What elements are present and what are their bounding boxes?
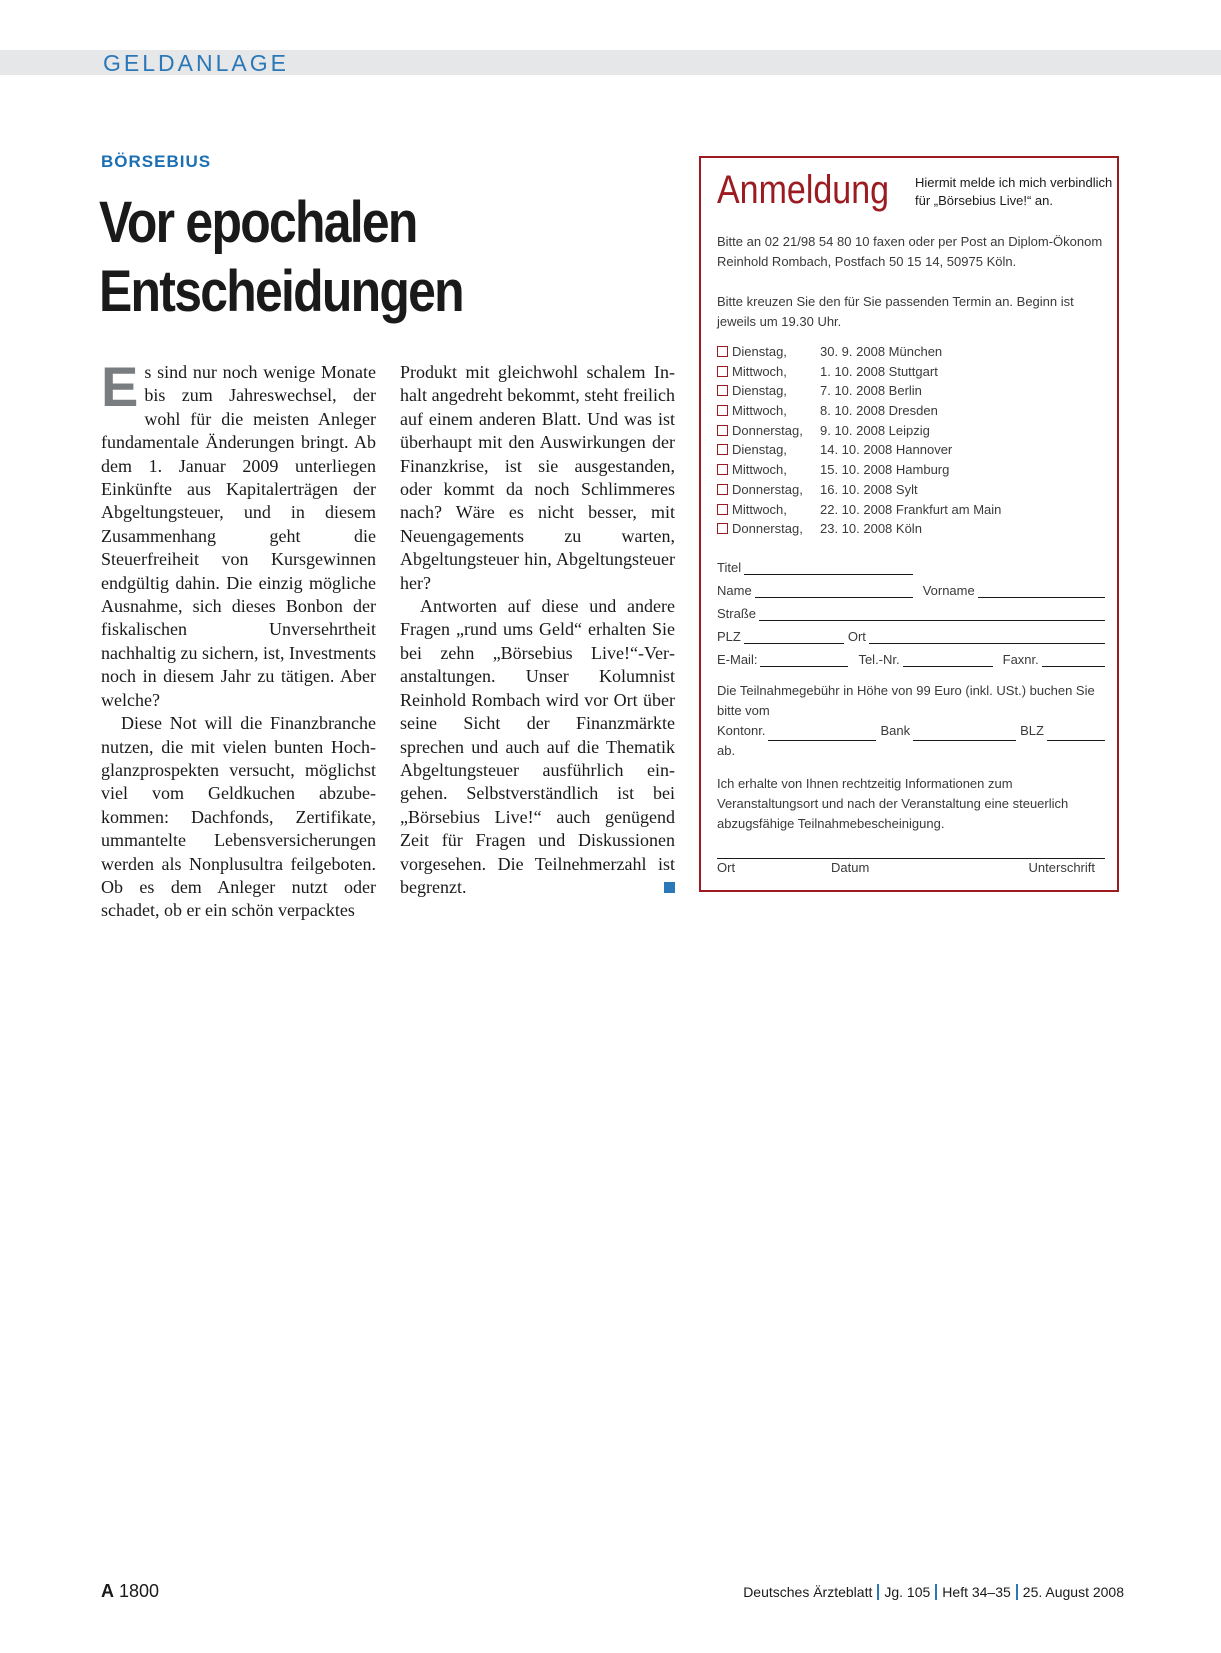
info-text: Ich erhalte von Ihnen rechtzeitig Informationen zum Veranstaltungsort und nach der Veranstaltung eine steuerlich abzugsfähige Teilnahmebescheinigung. bbox=[717, 776, 1069, 831]
fax-field[interactable] bbox=[1042, 650, 1105, 667]
form-title: Anmeldung bbox=[717, 168, 890, 212]
checkbox-icon[interactable] bbox=[717, 484, 728, 495]
date-value: 30. 9. 2008 München bbox=[820, 344, 943, 359]
vorname-field[interactable] bbox=[978, 581, 1105, 598]
plz-label: PLZ bbox=[717, 629, 741, 644]
form-instructions-date: Bitte kreuzen Sie den für Sie passenden Termin an. Beginn ist jeweils um 19.30 Uhr. bbox=[717, 294, 1074, 329]
date-day: Dienstag, bbox=[732, 344, 787, 359]
date-value: 7. 10. 2008 Berlin bbox=[820, 383, 922, 399]
checkbox-icon[interactable] bbox=[717, 523, 728, 534]
section-label: GELDANLAGE bbox=[103, 50, 289, 76]
date-value: 8. 10. 2008 Dresden bbox=[820, 403, 938, 419]
separator bbox=[877, 1584, 879, 1600]
date-option[interactable] bbox=[717, 381, 1107, 401]
registration-form bbox=[699, 156, 1119, 892]
date-day: Donnerstag, bbox=[732, 521, 803, 537]
blz-field[interactable] bbox=[1047, 724, 1105, 741]
tel-field[interactable] bbox=[903, 650, 993, 667]
email-field[interactable] bbox=[760, 650, 848, 667]
fee-section bbox=[717, 681, 1105, 761]
date-option[interactable] bbox=[717, 362, 1107, 382]
tel-label: Tel.-Nr. bbox=[858, 652, 900, 667]
name-field[interactable] bbox=[755, 581, 913, 598]
contact-row bbox=[717, 644, 1105, 667]
form-subtitle: Hiermit melde ich mich verbindlich für „Börsebius Live!“ an. bbox=[915, 175, 1113, 208]
date-day: Donnerstag, bbox=[732, 481, 803, 497]
sig-ort-label: Ort bbox=[717, 860, 736, 875]
vorname-label: Vorname bbox=[922, 583, 975, 598]
date-day: Donnerstag, bbox=[732, 422, 803, 438]
checkbox-icon[interactable] bbox=[717, 405, 728, 416]
separator bbox=[1016, 1584, 1018, 1600]
sig-unterschrift-label: Unterschrift bbox=[1028, 860, 1095, 875]
ort-field[interactable] bbox=[869, 627, 1105, 644]
date-option[interactable] bbox=[717, 480, 1107, 500]
email-label: E-Mail: bbox=[717, 652, 758, 667]
titel-label: Titel bbox=[717, 560, 742, 575]
page-number-value: 1800 bbox=[119, 1581, 160, 1601]
separator bbox=[935, 1584, 937, 1600]
kontonr-field[interactable] bbox=[768, 724, 876, 741]
journal-volume: Jg. 105 bbox=[884, 1584, 931, 1600]
date-day: Mittwoch, bbox=[732, 403, 787, 419]
checkbox-icon[interactable] bbox=[717, 444, 728, 455]
page-prefix: A bbox=[101, 1581, 114, 1601]
date-value: 16. 10. 2008 Sylt bbox=[820, 481, 918, 497]
date-day: Mittwoch, bbox=[732, 501, 787, 517]
article-paragraph bbox=[101, 355, 376, 712]
plz-row bbox=[717, 621, 1105, 644]
date-list bbox=[717, 342, 1107, 539]
journal-date: 25. August 2008 bbox=[1022, 1584, 1124, 1600]
date-value: 23. 10. 2008 Köln bbox=[820, 521, 922, 537]
kontonr-label: Kontonr. bbox=[717, 723, 766, 738]
plz-field[interactable] bbox=[744, 627, 844, 644]
bank-field[interactable] bbox=[913, 724, 1016, 741]
journal-name: Deutsches Ärzteblatt bbox=[743, 1584, 873, 1600]
form-instructions: Bitte an 02 21/98 54 80 10 faxen oder per Post an Diplom-Ökonom Reinhold Rombach, Postfach 50 15 14, 50975 Köln. bbox=[717, 234, 1103, 269]
article-paragraph: Produkt mit gleichwohl schalem Inhalt angedreht bekommt, steht freilich auf einem anderen Blatt. Und was ist überhaupt mit den Auswirkungen der Finanzkrise, ist sie ausgestanden, oder kommt da noch Schlimmeres nach? Wäre es nicht besser, mit Neuengagements zu warten, Abgeltungsteuer hin, Abgeltungsteuer her? bbox=[400, 362, 675, 593]
headline-line-2: Entscheidungen bbox=[99, 259, 463, 324]
date-option[interactable] bbox=[717, 460, 1107, 480]
date-day: Dienstag, bbox=[732, 383, 787, 399]
date-day: Dienstag, bbox=[732, 442, 787, 458]
article-column-2 bbox=[400, 361, 675, 899]
contact-fields bbox=[717, 552, 1105, 667]
strasse-field[interactable] bbox=[759, 604, 1105, 621]
paragraph-text: s sind nur noch wenige Monate bis zum Jahreswechsel, der wohl für die meisten Anleger fundamentale Änderungen bringt. Ab dem 1. Januar 2009 unterliegen Einkünfte aus Kapitalerträgen der Abgeltungsteuer, und in diesem Zusammenhang geht die Steuerfreiheit von Kursgewinnen endgültig dahin. Die einzig mögliche Ausnahme, sich dieses Bonbon der fiskalischen Unversehrtheit nachhaltig zu sichern, ist, Investments noch in diesem Jahr zu tätigen. Aber welche? bbox=[101, 362, 376, 710]
journal-info bbox=[743, 1584, 1124, 1600]
journal-issue: Heft 34–35 bbox=[942, 1584, 1011, 1600]
fee-text: Die Teilnahmegebühr in Höhe von 99 Euro (inkl. USt.) buchen Sie bitte vom bbox=[717, 683, 1095, 718]
signature-line[interactable] bbox=[717, 858, 1105, 859]
end-mark-icon bbox=[664, 882, 675, 893]
article-column-1 bbox=[101, 355, 376, 923]
date-day: Mittwoch, bbox=[732, 462, 787, 478]
sig-datum-label: Datum bbox=[831, 860, 870, 875]
date-value: 14. 10. 2008 Hannover bbox=[820, 442, 953, 458]
titel-row bbox=[717, 552, 1105, 575]
bank-row bbox=[717, 721, 1105, 741]
checkbox-icon[interactable] bbox=[717, 504, 728, 515]
fax-label: Faxnr. bbox=[1002, 652, 1039, 667]
bank-label: Bank bbox=[880, 723, 911, 738]
date-value: 15. 10. 2008 Hamburg bbox=[820, 462, 950, 478]
checkbox-icon[interactable] bbox=[717, 346, 728, 357]
checkbox-icon[interactable] bbox=[717, 366, 728, 377]
titel-field[interactable] bbox=[744, 558, 913, 575]
article-paragraph bbox=[400, 595, 675, 899]
name-row bbox=[717, 575, 1105, 598]
kicker: BÖRSEBIUS bbox=[101, 152, 212, 171]
blz-label: BLZ bbox=[1020, 723, 1044, 738]
date-day: Mittwoch, bbox=[732, 363, 787, 379]
headline bbox=[99, 188, 659, 326]
date-value: 9. 10. 2008 Leipzig bbox=[820, 422, 930, 438]
name-label: Name bbox=[717, 583, 752, 598]
date-option[interactable] bbox=[717, 342, 1107, 362]
date-option[interactable] bbox=[717, 440, 1107, 460]
strasse-label: Straße bbox=[717, 606, 757, 621]
dropcap: E bbox=[101, 355, 139, 418]
strasse-row bbox=[717, 598, 1105, 621]
date-option[interactable] bbox=[717, 421, 1107, 441]
headline-line-1: Vor epochalen bbox=[99, 190, 417, 255]
checkbox-icon[interactable] bbox=[717, 385, 728, 396]
date-option[interactable] bbox=[717, 519, 1107, 539]
ab-label: ab. bbox=[717, 743, 736, 758]
checkbox-icon[interactable] bbox=[717, 425, 728, 436]
paragraph-text: Antworten auf diese und andere Fragen „rund ums Geld“ erhalten Sie bei zehn „Börsebius Live!“-Veranstaltungen. Unser Kolumnist Reinhold Rombach wird vor Ort über seine Sicht der Finanzmärkte sprechen und auch auf die Thematik Abgeltungsteuer ausführlich eingehen. Selbstverständlich ist bei „Börsebius Live!“ auch genügend Zeit für Fragen und Diskussionen vorgesehen. Die Teilnehmerzahl ist begrenzt. bbox=[400, 596, 675, 897]
ort-label: Ort bbox=[847, 629, 866, 644]
checkbox-icon[interactable] bbox=[717, 464, 728, 475]
article-paragraph: Diese Not will die Finanzbranche nutzen, die mit vielen bunten Hochglanzprospekten versucht, möglichst viel vom Geldkuchen abzubekommen: Dachfonds, Zertifikate, ummantelte Lebensversicherungen werden als Nonplusultra feilgeboten. Ob es dem Anleger nutzt oder schadet, ob er ein schön verpacktes bbox=[101, 713, 376, 921]
signature-labels bbox=[717, 860, 1095, 880]
date-option[interactable] bbox=[717, 401, 1107, 421]
date-value: 22. 10. 2008 Frankfurt am Main bbox=[820, 501, 1002, 517]
date-value: 1. 10. 2008 Stuttgart bbox=[820, 363, 938, 379]
page-number bbox=[101, 1581, 159, 1602]
date-option[interactable] bbox=[717, 500, 1107, 520]
